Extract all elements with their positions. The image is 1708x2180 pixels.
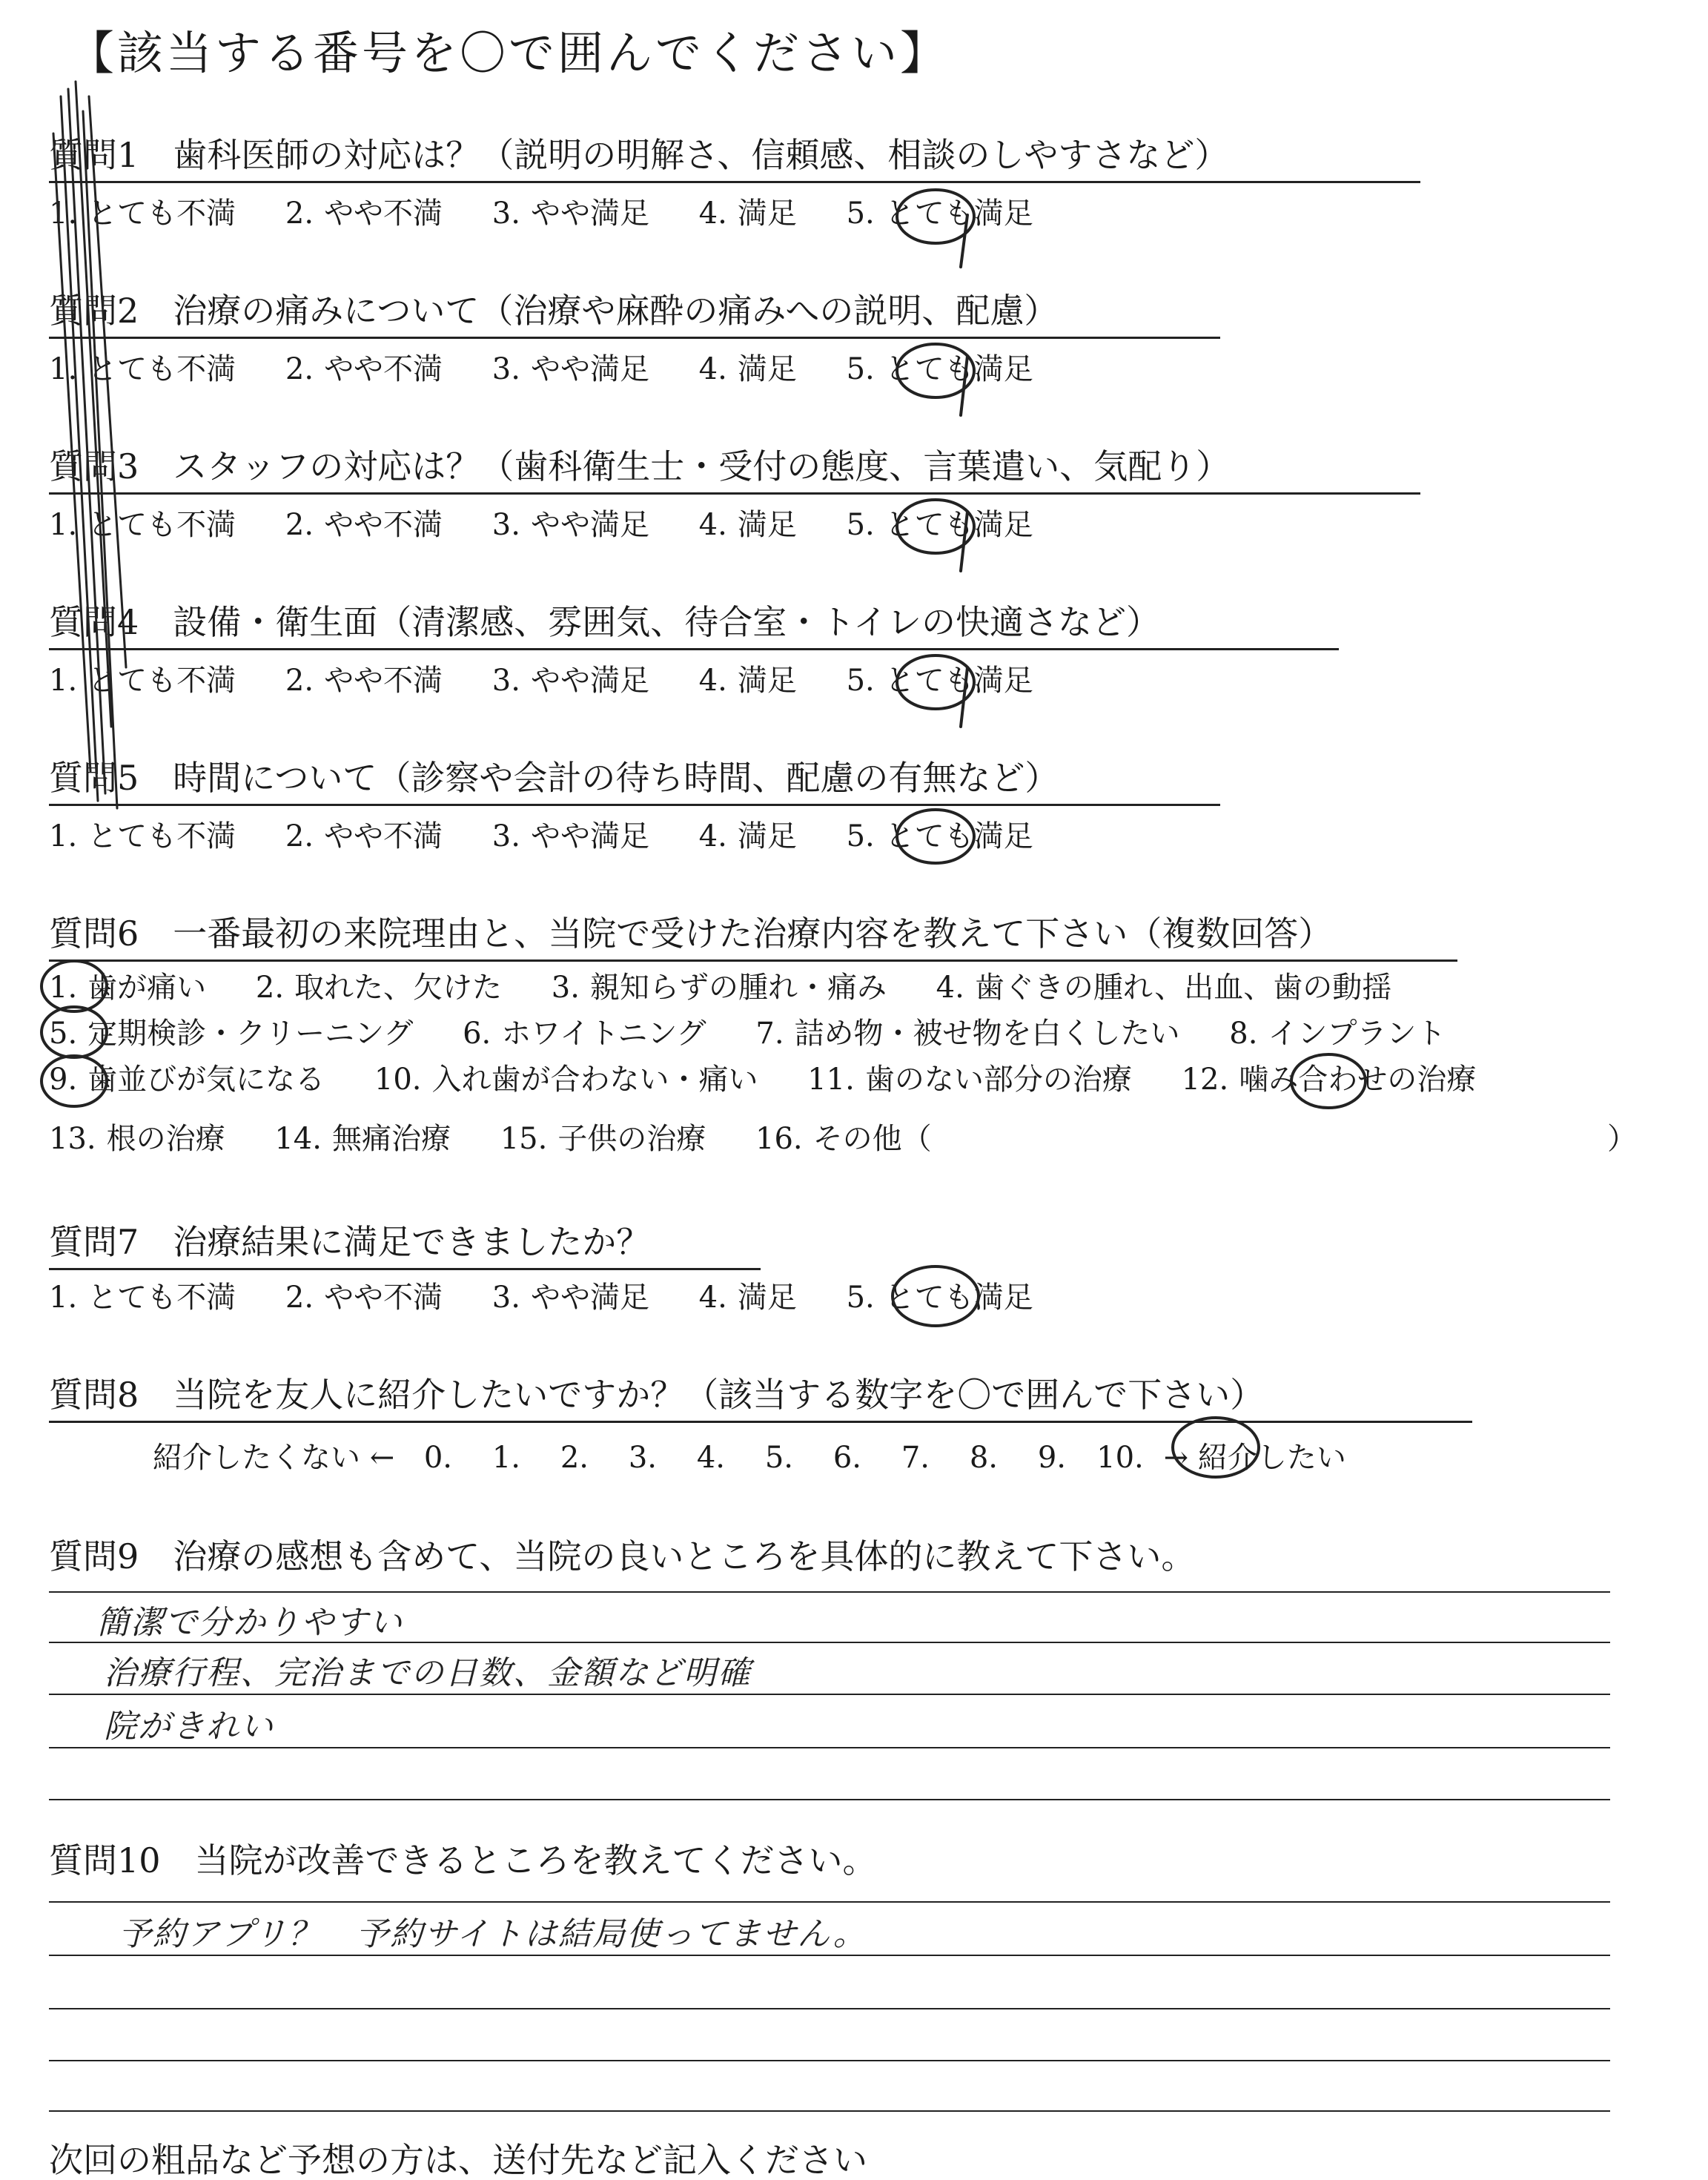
scale-right-label: → 紹介したい (1163, 1441, 1346, 1475)
handwritten-answer[interactable]: 治療行程、完治までの日数、金額など明確 (104, 1654, 752, 1692)
option-number[interactable]: 11. (807, 1063, 855, 1097)
other-open-paren[interactable]: その他（ (812, 1122, 932, 1156)
question-1-title: 質問1 歯科医師の対応は？（説明の明解さ、信頼感、相談のしやすさなど） (49, 135, 1229, 175)
scale-number[interactable]: 5. (764, 1441, 794, 1475)
answer-circle (897, 190, 974, 243)
question-8-title: 質問8 当院を友人に紹介したいですか？（該当する数字を〇で囲んで下さい） (49, 1375, 1265, 1415)
option-label[interactable]: 満足 (737, 1281, 797, 1315)
answer-tick (961, 215, 967, 267)
option-number[interactable]: 5. (846, 1281, 875, 1315)
option-label[interactable]: とても満足 (884, 196, 1033, 231)
option-label[interactable]: インプラント (1268, 1017, 1446, 1051)
page-title: 【該当する番号を〇で囲んでください】 (68, 26, 950, 80)
option-number[interactable]: 10. (374, 1063, 422, 1097)
option-number[interactable]: 3. (491, 352, 520, 386)
option-number[interactable]: 5. (49, 1017, 78, 1051)
option-label[interactable]: とても不満 (87, 352, 236, 386)
option-number[interactable]: 7. (755, 1017, 784, 1051)
question-9-title: 質問9 治療の感想も含めて、当院の良いところを具体的に教えて下さい。 (49, 1536, 1196, 1576)
option-label[interactable]: とても満足 (884, 1281, 1033, 1315)
option-number[interactable]: 5. (846, 819, 875, 853)
option-number[interactable]: 2. (285, 508, 314, 542)
q6-circle-12 (1291, 1054, 1366, 1108)
option-label[interactable]: 子供の治療 (557, 1122, 706, 1156)
option-number[interactable]: 4. (698, 664, 727, 698)
scale-number[interactable]: 6. (833, 1441, 862, 1475)
option-number[interactable]: 8. (1229, 1017, 1258, 1051)
question-4-title: 質問4 設備・衛生面（清潔感、雰囲気、待合室・トイレの快適さなど） (49, 602, 1160, 642)
option-label[interactable]: とても満足 (884, 664, 1033, 698)
question-2-title: 質問2 治療の痛みについて（治療や麻酔の痛みへの説明、配慮） (49, 291, 1059, 331)
option-number[interactable]: 4. (936, 971, 964, 1005)
q7-circle-5 (893, 1266, 979, 1326)
option-label[interactable]: 親知らずの腫れ・痛み (589, 971, 887, 1005)
option-label[interactable]: ホワイトニング (501, 1017, 706, 1051)
option-label[interactable]: やや不満 (324, 196, 443, 231)
option-label[interactable]: 満足 (737, 508, 797, 542)
handwritten-answer[interactable]: 院がきれい (104, 1708, 274, 1745)
option-label[interactable]: とても不満 (87, 508, 236, 542)
option-label[interactable]: とても不満 (87, 819, 236, 853)
footer-cut-text: 次回の粗品など予想の方は、送付先など記入ください (49, 2140, 867, 2180)
option-number[interactable]: 1. (49, 352, 78, 386)
option-number[interactable]: 13. (49, 1122, 96, 1156)
option-label[interactable]: やや満足 (530, 819, 649, 853)
option-number[interactable]: 4. (698, 196, 727, 231)
option-number[interactable]: 9. (49, 1063, 78, 1097)
option-number[interactable]: 4. (698, 508, 727, 542)
option-label[interactable]: 歯ぐきの腫れ、出血、歯の動揺 (974, 971, 1392, 1005)
option-label[interactable]: やや満足 (530, 352, 649, 386)
option-label[interactable]: 噛み合わせの治療 (1239, 1063, 1477, 1097)
option-number[interactable]: 3. (491, 1281, 520, 1315)
option-number[interactable]: 3. (491, 819, 520, 853)
option-label[interactable]: 満足 (737, 664, 797, 698)
option-number[interactable]: 2. (285, 819, 314, 853)
option-number[interactable]: 1. (49, 196, 78, 231)
scale-number[interactable]: 8. (969, 1441, 999, 1475)
option-number[interactable]: 4. (698, 819, 727, 853)
q6-circle-9 (42, 1056, 107, 1106)
option-label[interactable]: とても満足 (884, 819, 1033, 853)
scale-number[interactable]: 2. (560, 1441, 589, 1475)
option-number[interactable]: 3. (491, 664, 520, 698)
option-number[interactable]: 16. (755, 1122, 803, 1156)
scale-number[interactable]: 3. (628, 1441, 658, 1475)
option-label[interactable]: 歯並びが気になる (87, 1063, 325, 1097)
scale-number[interactable]: 0. (423, 1441, 453, 1475)
option-label[interactable]: とても不満 (87, 196, 236, 231)
option-number[interactable]: 1. (49, 664, 78, 698)
option-label[interactable]: やや満足 (530, 1281, 649, 1315)
option-label[interactable]: 歯のない部分の治療 (864, 1063, 1132, 1097)
option-number[interactable]: 5. (846, 352, 875, 386)
option-number[interactable]: 1. (49, 819, 78, 853)
option-number[interactable]: 5. (846, 664, 875, 698)
option-number[interactable]: 2. (285, 352, 314, 386)
other-close-paren: ） (1607, 1122, 1637, 1156)
scale-number[interactable]: 9. (1037, 1441, 1067, 1475)
option-number[interactable]: 2. (255, 971, 285, 1005)
option-number[interactable]: 3. (551, 971, 580, 1005)
option-label[interactable]: やや不満 (324, 664, 443, 698)
option-number[interactable]: 5. (846, 508, 875, 542)
option-label[interactable]: やや不満 (324, 508, 443, 542)
option-label[interactable]: 定期検診・クリーニング (87, 1017, 414, 1051)
handwritten-answer[interactable]: 予約アプリ？ 予約サイトは結局使ってません。 (119, 1915, 867, 1953)
option-label[interactable]: とても満足 (884, 508, 1033, 542)
option-label[interactable]: やや不満 (324, 819, 443, 853)
option-number[interactable]: 2. (285, 1281, 314, 1315)
option-number[interactable]: 4. (698, 1281, 727, 1315)
option-number[interactable]: 15. (500, 1122, 548, 1156)
option-label[interactable]: 満足 (737, 819, 797, 853)
question-10-title: 質問10 当院が改善できるところを教えてください。 (49, 1840, 877, 1880)
option-number[interactable]: 1. (49, 508, 78, 542)
option-label[interactable]: やや満足 (530, 664, 649, 698)
question-3-title: 質問3 スタッフの対応は？（歯科衛生士・受付の態度、言葉遣い、気配り） (49, 446, 1231, 486)
option-label[interactable]: とても満足 (884, 352, 1033, 386)
option-label[interactable]: とても不満 (87, 664, 236, 698)
option-number[interactable]: 6. (463, 1017, 491, 1051)
option-label[interactable]: 入れ歯が合わない・痛い (431, 1063, 758, 1097)
scale-number[interactable]: 1. (491, 1441, 521, 1475)
option-number[interactable]: 12. (1181, 1063, 1229, 1097)
question-5-title: 質問5 時間について（診察や会計の待ち時間、配慮の有無など） (49, 758, 1059, 798)
option-label[interactable]: やや不満 (324, 1281, 443, 1315)
option-label[interactable]: 取れた、欠けた (294, 971, 503, 1005)
option-label[interactable]: 根の治療 (106, 1122, 225, 1156)
option-number[interactable]: 1. (49, 1281, 78, 1315)
option-number[interactable]: 14. (274, 1122, 322, 1156)
crossed-out-scribble (53, 82, 126, 808)
option-number[interactable]: 4. (698, 352, 727, 386)
option-label[interactable]: 詰め物・被せ物を白くしたい (794, 1017, 1180, 1051)
scale-number[interactable]: 7. (901, 1441, 930, 1475)
option-label[interactable]: 満足 (737, 352, 797, 386)
handwritten-answer[interactable]: 簡潔で分かりやすい (96, 1604, 403, 1642)
scale-number[interactable]: 10. (1096, 1441, 1144, 1475)
option-label[interactable]: 満足 (737, 196, 797, 231)
q8-circle-10 (1173, 1418, 1259, 1477)
option-number[interactable]: 5. (846, 196, 875, 231)
option-label[interactable]: やや満足 (530, 508, 649, 542)
scale-number[interactable]: 4. (696, 1441, 726, 1475)
option-number[interactable]: 2. (285, 196, 314, 231)
option-number[interactable]: 1. (49, 971, 78, 1005)
question-7-title: 質問7 治療結果に満足できましたか？ (49, 1222, 651, 1262)
q6-circle-5 (42, 1007, 107, 1057)
scale-left-label: 紹介したくない ← (153, 1441, 395, 1475)
option-number[interactable]: 3. (491, 196, 520, 231)
option-label[interactable]: やや不満 (324, 352, 443, 386)
option-label[interactable]: 歯が痛い (87, 971, 207, 1005)
question-6-title: 質問6 一番最初の来院理由と、当院で受けた治療内容を教えて下さい（複数回答） (49, 914, 1333, 954)
option-label[interactable]: とても不満 (87, 1281, 236, 1315)
option-number[interactable]: 2. (285, 664, 314, 698)
option-label[interactable]: 無痛治療 (331, 1122, 451, 1156)
answer-circle (897, 810, 974, 863)
option-label[interactable]: やや満足 (530, 196, 649, 231)
option-number[interactable]: 3. (491, 508, 520, 542)
q6-circle-1 (42, 961, 107, 1011)
